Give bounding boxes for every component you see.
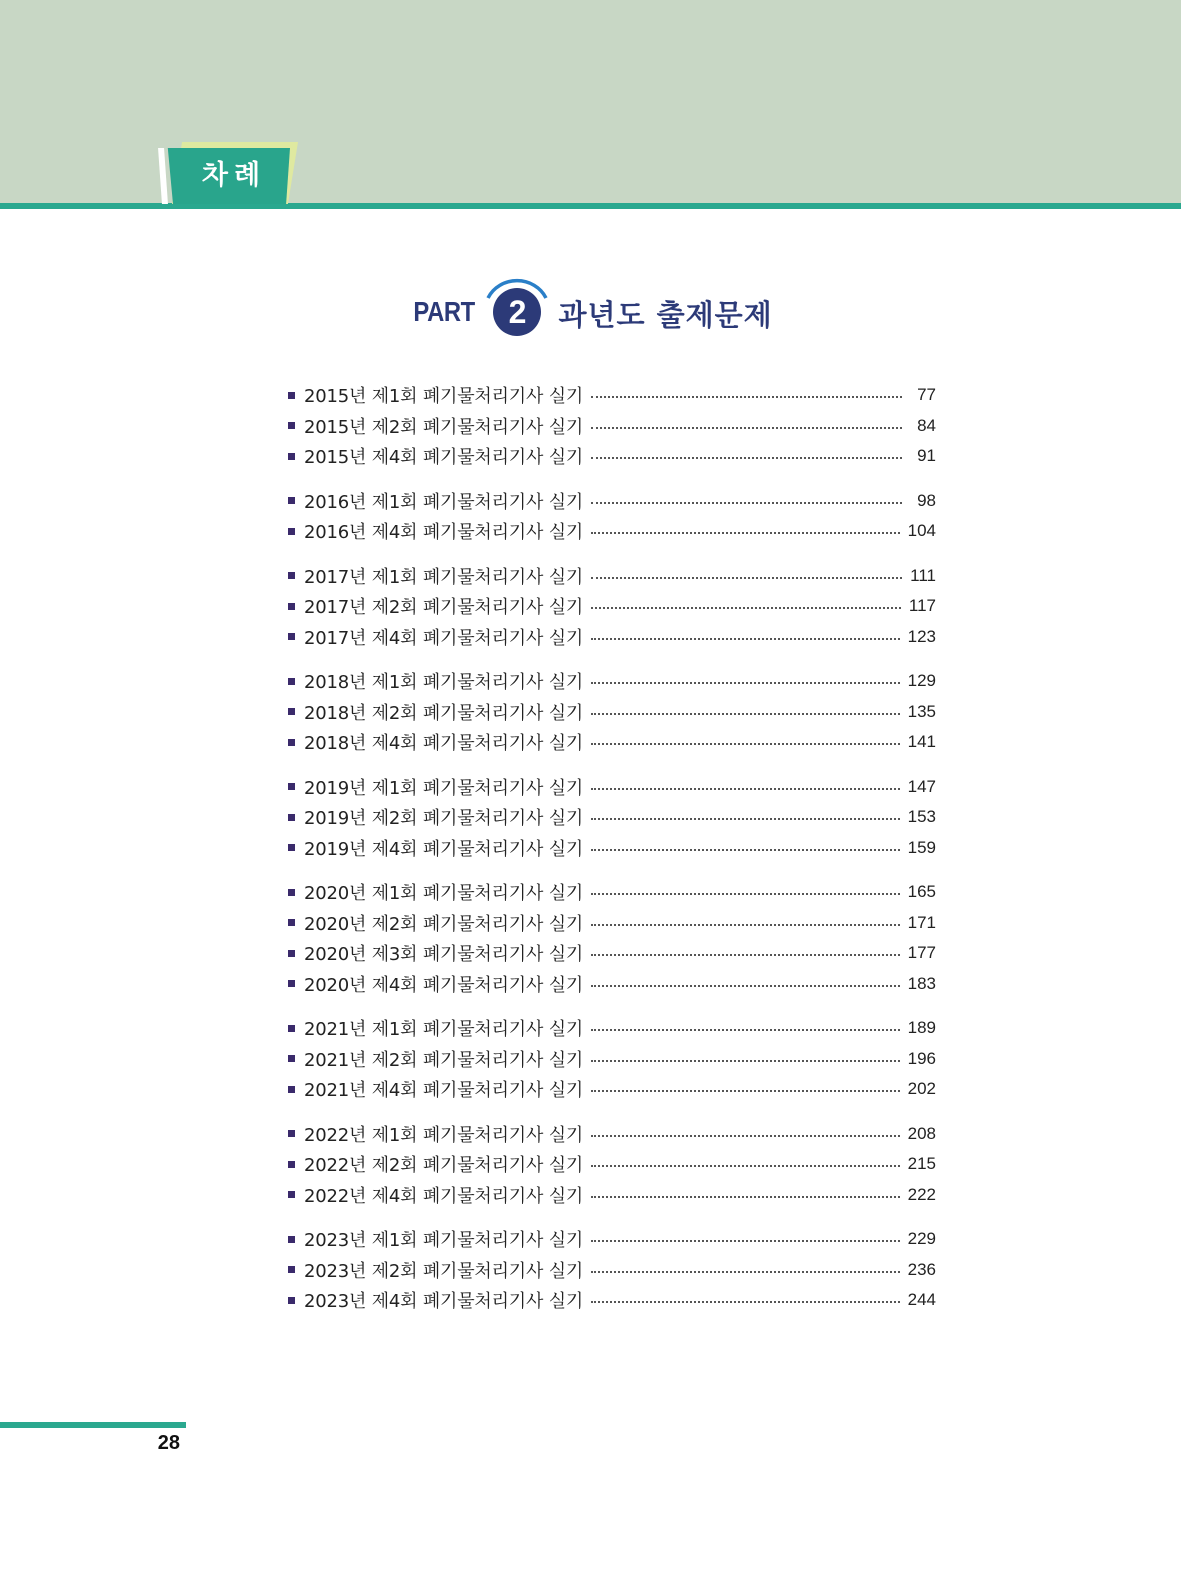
square-bullet-icon	[288, 1130, 295, 1137]
square-bullet-icon	[288, 1297, 295, 1304]
square-bullet-icon	[288, 392, 295, 399]
dot-leader	[591, 396, 902, 398]
dot-leader	[591, 682, 900, 684]
square-bullet-icon	[288, 678, 295, 685]
dot-leader	[591, 1165, 900, 1167]
dot-leader	[591, 427, 902, 429]
square-bullet-icon	[288, 739, 295, 746]
toc-entry-page: 111	[910, 565, 936, 585]
dot-leader	[591, 1060, 900, 1062]
toc-entry[interactable]	[288, 380, 936, 411]
toc-entry[interactable]	[288, 877, 936, 908]
part-title: 과년도 출제문제	[558, 297, 773, 332]
square-bullet-icon	[288, 422, 295, 429]
square-bullet-icon	[288, 844, 295, 851]
toc-entry[interactable]	[288, 1285, 936, 1316]
toc-entry-page: 244	[907, 1290, 936, 1310]
contents-tab-label: 차례	[201, 160, 267, 191]
toc-entry-page: 123	[907, 626, 936, 646]
toc-entry-label: 2023년 제2회 폐기물처리기사 실기	[304, 1260, 584, 1282]
toc-entry-label: 2017년 제1회 폐기물처리기사 실기	[304, 566, 584, 588]
square-bullet-icon	[288, 950, 295, 957]
toc-entry-label: 2022년 제2회 폐기물처리기사 실기	[304, 1155, 584, 1177]
toc-entry-label: 2020년 제3회 폐기물처리기사 실기	[304, 944, 584, 966]
square-bullet-icon	[288, 1161, 295, 1168]
toc-entry-label: 2020년 제1회 폐기물처리기사 실기	[304, 883, 584, 905]
square-bullet-icon	[288, 783, 295, 790]
dot-leader	[591, 1240, 900, 1242]
toc-entry[interactable]	[288, 1013, 936, 1044]
dot-leader	[591, 713, 900, 715]
toc-entry[interactable]	[288, 441, 936, 472]
toc-entry[interactable]	[288, 1224, 936, 1255]
toc-entry-label: 2021년 제4회 폐기물처리기사 실기	[304, 1080, 584, 1102]
square-bullet-icon	[288, 1266, 295, 1273]
square-bullet-icon	[288, 889, 295, 896]
toc-group	[288, 877, 936, 999]
toc-group	[288, 772, 936, 864]
part-heading	[0, 268, 1181, 348]
toc-entry[interactable]	[288, 486, 936, 517]
dot-leader	[591, 457, 902, 459]
toc-entry[interactable]	[288, 411, 936, 442]
toc-entry-page: 171	[907, 912, 936, 932]
dot-leader	[591, 1301, 900, 1303]
toc-entry[interactable]	[288, 1074, 936, 1105]
toc-group	[288, 1013, 936, 1105]
toc-entry-page: 208	[907, 1123, 936, 1143]
footer-bar	[0, 1422, 186, 1428]
square-bullet-icon	[288, 453, 295, 460]
toc-entry-page: 135	[907, 701, 936, 721]
toc-entry-page: 215	[907, 1154, 936, 1174]
dot-leader	[591, 743, 900, 745]
toc-entry-page: 165	[907, 882, 936, 902]
dot-leader	[591, 532, 900, 534]
toc-entry[interactable]	[288, 908, 936, 939]
toc-entry[interactable]	[288, 697, 936, 728]
square-bullet-icon	[288, 572, 295, 579]
toc-entry[interactable]	[288, 516, 936, 547]
toc-group	[288, 561, 936, 653]
toc-group	[288, 666, 936, 758]
toc-entry-page: 222	[907, 1184, 936, 1204]
toc-entry-label: 2015년 제2회 폐기물처리기사 실기	[304, 416, 584, 438]
dot-leader	[591, 985, 900, 987]
toc-entry-page: 183	[907, 973, 936, 993]
dot-leader	[591, 502, 902, 504]
dot-leader	[591, 924, 900, 926]
part-prefix: PART	[413, 296, 476, 327]
toc-entry-label: 2020년 제2회 폐기물처리기사 실기	[304, 913, 584, 935]
toc-entry-label: 2018년 제4회 폐기물처리기사 실기	[304, 733, 584, 755]
dot-leader	[591, 893, 900, 895]
toc-entry-page: 196	[907, 1048, 936, 1068]
toc-entry-label: 2021년 제1회 폐기물처리기사 실기	[304, 1019, 584, 1041]
toc-group	[288, 1119, 936, 1211]
toc-entry[interactable]	[288, 1180, 936, 1211]
dot-leader	[591, 1196, 900, 1198]
square-bullet-icon	[288, 919, 295, 926]
toc-entry[interactable]	[288, 591, 936, 622]
toc-entry[interactable]	[288, 561, 936, 592]
toc-entry-page: 77	[917, 385, 936, 405]
dot-leader	[591, 577, 902, 579]
toc-entry-page: 229	[907, 1229, 936, 1249]
square-bullet-icon	[288, 497, 295, 504]
toc-entry[interactable]	[288, 622, 936, 653]
square-bullet-icon	[288, 528, 295, 535]
toc-entry-page: 117	[908, 596, 936, 616]
toc-entry-page: 153	[907, 807, 936, 827]
dot-leader	[591, 1271, 900, 1273]
toc-entry[interactable]	[288, 666, 936, 697]
toc-entry[interactable]	[288, 969, 936, 1000]
square-bullet-icon	[288, 1025, 295, 1032]
toc-entry-label: 2015년 제1회 폐기물처리기사 실기	[304, 386, 584, 408]
square-bullet-icon	[288, 980, 295, 987]
square-bullet-icon	[288, 708, 295, 715]
toc-entry[interactable]	[288, 833, 936, 864]
toc-entry-label: 2016년 제4회 폐기물처리기사 실기	[304, 522, 584, 544]
dot-leader	[591, 1135, 900, 1137]
toc-entry-label: 2019년 제4회 폐기물처리기사 실기	[304, 838, 584, 860]
dot-leader	[591, 788, 900, 790]
toc-entry-page: 189	[907, 1018, 936, 1038]
square-bullet-icon	[288, 1236, 295, 1243]
toc-entry-page: 236	[907, 1259, 936, 1279]
toc-entry[interactable]	[288, 727, 936, 758]
toc-entry-page: 84	[917, 415, 936, 435]
dot-leader	[591, 818, 900, 820]
toc-entry-label: 2023년 제4회 폐기물처리기사 실기	[304, 1291, 584, 1313]
dot-leader	[591, 849, 900, 851]
square-bullet-icon	[288, 1086, 295, 1093]
toc-entry-page: 177	[907, 943, 936, 963]
square-bullet-icon	[288, 1055, 295, 1062]
toc-group	[288, 486, 936, 547]
tab-edge	[158, 148, 168, 204]
toc-entry[interactable]	[288, 802, 936, 833]
toc-entry-label: 2015년 제4회 폐기물처리기사 실기	[304, 447, 584, 469]
toc-entry-label: 2016년 제1회 폐기물처리기사 실기	[304, 491, 584, 513]
toc-entry-label: 2019년 제2회 폐기물처리기사 실기	[304, 808, 584, 830]
toc-entry[interactable]	[288, 938, 936, 969]
toc-entry-page: 129	[907, 671, 936, 691]
dot-leader	[591, 954, 900, 956]
page-number: 28	[157, 1432, 180, 1454]
square-bullet-icon	[288, 814, 295, 821]
toc-group	[288, 380, 936, 472]
toc-entry[interactable]	[288, 1044, 936, 1075]
toc-entry-page: 91	[917, 446, 936, 466]
contents-tab	[160, 140, 300, 204]
toc-entry-label: 2023년 제1회 폐기물처리기사 실기	[304, 1230, 584, 1252]
toc-entry-page: 202	[907, 1079, 936, 1099]
toc-entry-label: 2022년 제4회 폐기물처리기사 실기	[304, 1185, 584, 1207]
toc-entry-label: 2017년 제2회 폐기물처리기사 실기	[304, 597, 584, 619]
toc-entry-page: 147	[907, 776, 936, 796]
toc-entry-label: 2021년 제2회 폐기물처리기사 실기	[304, 1049, 584, 1071]
square-bullet-icon	[288, 633, 295, 640]
toc-entry[interactable]	[288, 772, 936, 803]
square-bullet-icon	[288, 1191, 295, 1198]
toc-entry-label: 2017년 제4회 폐기물처리기사 실기	[304, 627, 584, 649]
dot-leader	[591, 638, 900, 640]
dot-leader	[591, 1090, 900, 1092]
dot-leader	[591, 1029, 900, 1031]
toc-entry-page: 98	[917, 490, 936, 510]
toc-entry[interactable]	[288, 1149, 936, 1180]
toc-entry-label: 2019년 제1회 폐기물처리기사 실기	[304, 777, 584, 799]
table-of-contents	[288, 380, 936, 1330]
toc-group	[288, 1224, 936, 1316]
toc-entry-label: 2020년 제4회 폐기물처리기사 실기	[304, 974, 584, 996]
toc-entry[interactable]	[288, 1255, 936, 1286]
toc-entry-label: 2018년 제1회 폐기물처리기사 실기	[304, 672, 584, 694]
square-bullet-icon	[288, 603, 295, 610]
toc-entry-page: 159	[907, 837, 936, 857]
part-number-badge	[482, 268, 552, 348]
dot-leader	[591, 607, 901, 609]
toc-entry-page: 141	[907, 732, 936, 752]
toc-entry[interactable]	[288, 1119, 936, 1150]
toc-entry-page: 104	[907, 521, 936, 541]
toc-entry-label: 2018년 제2회 폐기물처리기사 실기	[304, 702, 584, 724]
toc-entry-label: 2022년 제1회 폐기물처리기사 실기	[304, 1124, 584, 1146]
part-number: 2	[508, 294, 527, 330]
